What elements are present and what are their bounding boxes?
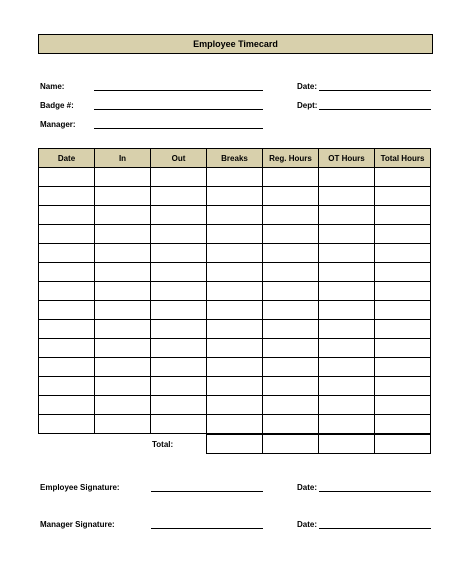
cell-reg-hours[interactable] [263,415,319,434]
table-row [39,301,431,320]
column-header-date: Date [39,149,95,168]
timecard-title [38,34,433,54]
name-field-line[interactable] [94,90,263,91]
cell-date[interactable] [39,320,95,339]
cell-total-hours[interactable] [375,320,431,339]
table-row [39,320,431,339]
cell-breaks[interactable] [207,244,263,263]
cell-ot-hours[interactable] [319,377,375,396]
cell-out[interactable] [151,396,207,415]
cell-ot-hours[interactable] [319,282,375,301]
cell-breaks[interactable] [207,320,263,339]
cell-ot-hours[interactable] [319,225,375,244]
cell-total-hours[interactable] [375,339,431,358]
cell-breaks[interactable] [207,168,263,187]
cell-reg-hours[interactable] [263,301,319,320]
dept-field-line[interactable] [319,109,431,110]
cell-breaks[interactable] [207,396,263,415]
employee-signature-date-line[interactable] [319,491,431,492]
cell-ot-hours[interactable] [319,301,375,320]
badge-label: Badge #: [40,101,74,110]
cell-total-hours[interactable] [375,282,431,301]
cell-total-hours[interactable] [375,225,431,244]
cell-ot-hours[interactable] [319,396,375,415]
cell-reg-hours[interactable] [263,187,319,206]
table-row [39,396,431,415]
table-row [39,358,431,377]
cell-out[interactable] [151,263,207,282]
column-header-breaks: Breaks [207,149,263,168]
table-row [39,206,431,225]
total-label: Total: [152,440,174,449]
manager-signature-date-label: Date: [297,520,318,529]
date-field-line[interactable] [319,90,431,91]
cell-breaks[interactable] [207,377,263,396]
total-ot-hours-cell[interactable] [319,435,375,454]
cell-date[interactable] [39,263,95,282]
dept-label: Dept: [297,101,318,110]
cell-out[interactable] [151,244,207,263]
cell-total-hours[interactable] [375,415,431,434]
table-row [39,263,431,282]
employee-signature-line[interactable] [151,491,263,492]
cell-ot-hours[interactable] [319,339,375,358]
table-row [39,339,431,358]
timecard-title-text: Employee Timecard [193,39,278,49]
cell-reg-hours[interactable] [263,263,319,282]
cell-in[interactable] [95,206,151,225]
cell-reg-hours[interactable] [263,320,319,339]
manager-signature-date-line[interactable] [319,528,431,529]
cell-in[interactable] [95,244,151,263]
cell-ot-hours[interactable] [319,320,375,339]
cell-in[interactable] [95,377,151,396]
cell-reg-hours[interactable] [263,339,319,358]
cell-ot-hours[interactable] [319,415,375,434]
cell-out[interactable] [151,225,207,244]
cell-reg-hours[interactable] [263,244,319,263]
cell-date[interactable] [39,168,95,187]
timecard-table [38,148,431,434]
cell-date[interactable] [39,187,95,206]
cell-in[interactable] [95,225,151,244]
cell-breaks[interactable] [207,187,263,206]
cell-total-hours[interactable] [375,187,431,206]
cell-breaks[interactable] [207,301,263,320]
badge-field-line[interactable] [94,109,263,110]
table-header-row [39,149,431,168]
cell-breaks[interactable] [207,225,263,244]
cell-breaks[interactable] [207,415,263,434]
table-row [39,415,431,434]
totals-row [206,434,431,454]
name-label: Name: [40,82,65,91]
cell-date[interactable] [39,358,95,377]
cell-total-hours[interactable] [375,244,431,263]
table-row [39,187,431,206]
cell-in[interactable] [95,396,151,415]
table-row [39,377,431,396]
cell-in[interactable] [95,187,151,206]
cell-out[interactable] [151,301,207,320]
cell-breaks[interactable] [207,206,263,225]
cell-out[interactable] [151,415,207,434]
cell-total-hours[interactable] [375,168,431,187]
cell-date[interactable] [39,282,95,301]
column-header-ot-hours: OT Hours [319,149,375,168]
cell-date[interactable] [39,206,95,225]
cell-in[interactable] [95,282,151,301]
manager-signature-line[interactable] [151,528,263,529]
cell-in[interactable] [95,320,151,339]
cell-ot-hours[interactable] [319,187,375,206]
cell-ot-hours[interactable] [319,263,375,282]
cell-reg-hours[interactable] [263,206,319,225]
cell-breaks[interactable] [207,358,263,377]
total-breaks-cell[interactable] [207,435,263,454]
employee-signature-date-label: Date: [297,483,318,492]
cell-ot-hours[interactable] [319,358,375,377]
cell-out[interactable] [151,377,207,396]
manager-field-line[interactable] [94,128,263,129]
cell-breaks[interactable] [207,282,263,301]
cell-reg-hours[interactable] [263,377,319,396]
table-row [39,168,431,187]
cell-date[interactable] [39,415,95,434]
cell-total-hours[interactable] [375,263,431,282]
column-header-total-hours: Total Hours [375,149,431,168]
cell-date[interactable] [39,339,95,358]
cell-date[interactable] [39,396,95,415]
cell-reg-hours[interactable] [263,396,319,415]
cell-total-hours[interactable] [375,301,431,320]
cell-total-hours[interactable] [375,377,431,396]
cell-out[interactable] [151,339,207,358]
table-row [39,225,431,244]
cell-reg-hours[interactable] [263,168,319,187]
cell-in[interactable] [95,339,151,358]
cell-date[interactable] [39,301,95,320]
cell-out[interactable] [151,206,207,225]
cell-out[interactable] [151,358,207,377]
column-header-in: In [95,149,151,168]
cell-date[interactable] [39,377,95,396]
cell-reg-hours[interactable] [263,225,319,244]
cell-in[interactable] [95,415,151,434]
cell-date[interactable] [39,225,95,244]
total-total-hours-cell[interactable] [375,435,431,454]
cell-out[interactable] [151,320,207,339]
date-label: Date: [297,82,318,91]
cell-breaks[interactable] [207,339,263,358]
cell-breaks[interactable] [207,263,263,282]
cell-date[interactable] [39,244,95,263]
cell-reg-hours[interactable] [263,358,319,377]
column-header-reg-hours: Reg. Hours [263,149,319,168]
cell-total-hours[interactable] [375,358,431,377]
cell-ot-hours[interactable] [319,244,375,263]
cell-total-hours[interactable] [375,396,431,415]
cell-out[interactable] [151,282,207,301]
cell-out[interactable] [151,168,207,187]
manager-signature-label: Manager Signature: [40,520,115,529]
table-row [39,282,431,301]
cell-total-hours[interactable] [375,206,431,225]
cell-in[interactable] [95,301,151,320]
employee-signature-label: Employee Signature: [40,483,120,492]
cell-in[interactable] [95,263,151,282]
cell-ot-hours[interactable] [319,168,375,187]
cell-reg-hours[interactable] [263,282,319,301]
manager-label: Manager: [40,120,76,129]
table-row [39,244,431,263]
cell-ot-hours[interactable] [319,206,375,225]
column-header-out: Out [151,149,207,168]
cell-out[interactable] [151,187,207,206]
total-reg-hours-cell[interactable] [263,435,319,454]
cell-in[interactable] [95,168,151,187]
cell-in[interactable] [95,358,151,377]
